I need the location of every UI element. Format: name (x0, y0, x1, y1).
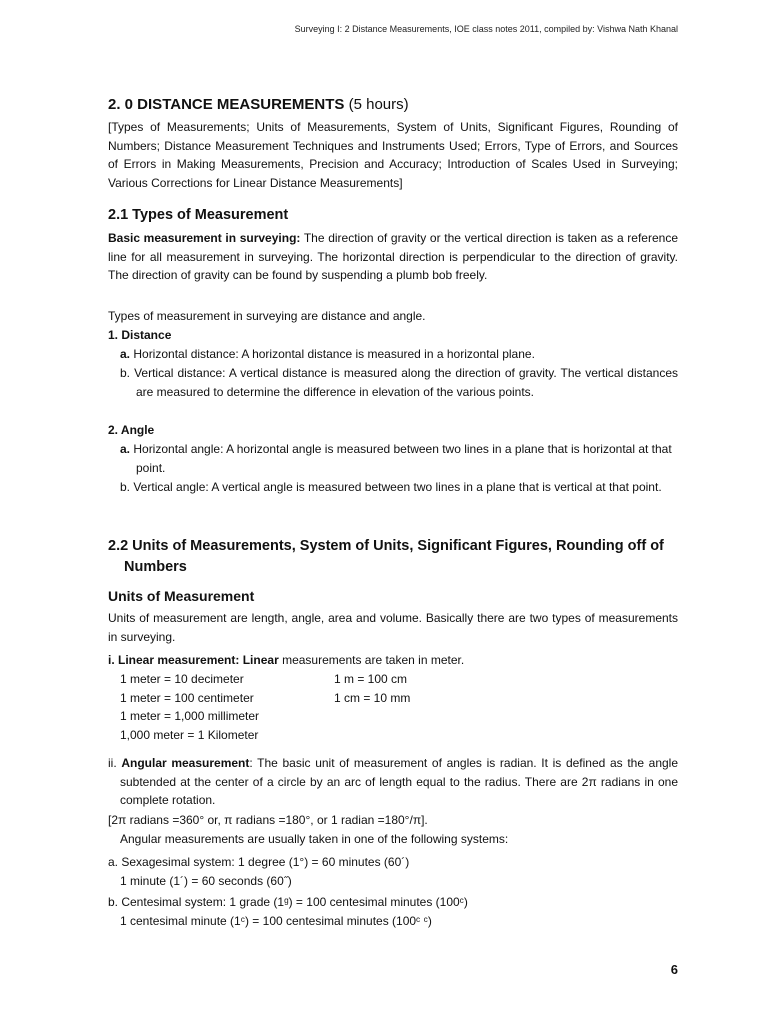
angular-measurement-paragraph (108, 754, 678, 810)
distance-item-a-label: a. (120, 347, 131, 361)
radians-equation: [2π radians =360° or, π radians =180°, or 1 radian =180°/π]. (108, 813, 428, 827)
sexagesimal-line-2: 1 minute (1´) = 60 seconds (60˝) (120, 874, 292, 888)
conversion-row (108, 707, 678, 726)
conversion-table (108, 670, 678, 744)
units-intro: Units of measurement are length, angle, area and volume. Basically there are two types of measurements in surveying. (108, 611, 678, 644)
chapter-topics: [Types of Measurements; Units of Measurements, System of Units, Significant Figures, Rounding of Numbers; Distance Measurement Techniques and Instruments Used; Errors, Type of Errors, and Sources of Errors in Making Measurements, Precision and Accuracy; Introduction of Scales Used in Surveying; Various Corrections for Linear Distance Measurements] (108, 120, 678, 190)
conversion-right: 1 cm = 10 mm (334, 690, 411, 705)
linear-measurement-line (108, 651, 678, 670)
angular-label: Angular measurement (121, 756, 250, 770)
conversion-left: 1 meter = 1,000 millimeter (120, 709, 260, 723)
angle-item-b: b. Vertical angle: A vertical angle is measured between two lines in a plane that is vertical at that point. (120, 480, 662, 494)
types-paragraph: Types of measurement in surveying are distance and angle. (108, 309, 426, 323)
sexagesimal-line-1: a. Sexagesimal system: 1 degree (1°) = 60 minutes (60´) (108, 855, 410, 869)
basic-measurement-text: The direction of gravity or the vertical direction is taken as a reference line for all measurement in surveying. The horizontal direction is perpendicular to the direction of gravity. The direction of gravity can be found by suspending a plumb bob freely. (108, 231, 678, 282)
chapter-title-text: 2. 0 DISTANCE MEASUREMENTS (108, 96, 345, 113)
units-of-measurement-heading: Units of Measurement (108, 588, 255, 604)
angle-item-a-label: a. (120, 442, 131, 456)
angle-item-a (108, 440, 678, 477)
conversion-right: 1 m = 100 cm (334, 672, 408, 686)
systems-intro: Angular measurements are usually taken in one of the following systems: (120, 832, 509, 846)
distance-item-a-text: Horizontal distance: A horizontal distance is measured in a horizontal plane. (130, 347, 535, 361)
distance-item-b: b. Vertical distance: A vertical distance is measured along the direction of gravity. The vertical distances are measured to determine the difference in elevation of the various points. (120, 366, 678, 399)
page-number: 6 (670, 962, 678, 977)
centesimal-line-1: b. Centesimal system: 1 grade (1ᵍ) = 100 centesimal minutes (100ᶜ) (108, 895, 468, 909)
angular-text: : The basic unit of measurement of angles is radian. It is defined as the angle subtended at the center of a circle by an arc of length equal to the radius. There are 2π radians in one complete rotation. (120, 756, 679, 807)
angular-prefix: ii. (108, 756, 122, 770)
chapter-title (108, 96, 409, 113)
distance-item-a (108, 345, 690, 364)
angle-heading: 2. Angle (108, 423, 155, 437)
conversion-row (108, 689, 678, 708)
chapter-duration: (5 hours) (348, 96, 409, 113)
section-2-1-heading: 2.1 Types of Measurement (108, 207, 289, 223)
conversion-left: 1 meter = 10 decimeter (120, 672, 244, 686)
centesimal-line-2: 1 centesimal minute (1ᶜ) = 100 centesimal minutes (100ᶜ ᶜ) (120, 914, 432, 928)
conversion-left: 1,000 meter = 1 Kilometer (120, 727, 259, 742)
linear-text: measurements are taken in meter. (278, 653, 465, 667)
running-header: Surveying I: 2 Distance Measurements, IOE class notes 2011, compiled by: Vishwa Nath Khanal (294, 24, 678, 34)
conversion-row (108, 726, 678, 745)
angle-item-a-text: Horizontal angle: A horizontal angle is measured between two lines in a plane that is horizontal at that point. (130, 442, 672, 475)
basic-measurement-label: Basic measurement in surveying: (108, 231, 301, 245)
linear-label: i. Linear measurement: (108, 653, 240, 667)
basic-measurement-paragraph (108, 229, 678, 285)
distance-heading: 1. Distance (108, 328, 172, 342)
conversion-row (108, 670, 678, 689)
linear-bold: Linear (239, 653, 279, 667)
conversion-left: 1 meter = 100 centimeter (120, 690, 254, 705)
section-2-2-heading: 2.2 Units of Measurements, System of Units, Significant Figures, Rounding off of Numbers (108, 538, 664, 575)
